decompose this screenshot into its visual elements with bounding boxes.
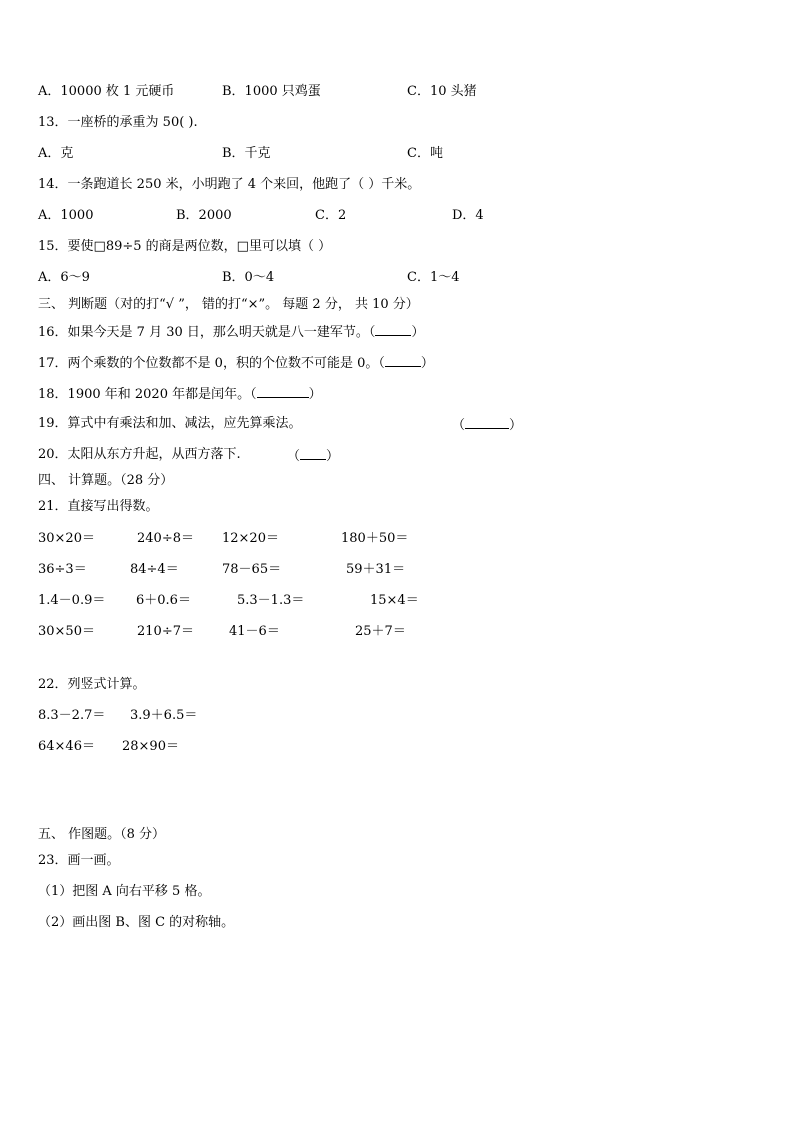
q19-text: 19．算式中有乘法和加、减法，应先算乘法。 [38,416,302,431]
q14-option-a: A．1000 [38,208,94,223]
calc-item: 25＋7＝ [355,624,406,639]
calc-item: 15×4＝ [370,593,419,608]
calc-item: 5.3－1.3＝ [237,593,305,608]
calc-item: 1.4－0.9＝ [38,593,106,608]
calc-item: 30×20＝ [38,531,95,546]
q15-stem: 15．要使□89÷5 的商是两位数，□里可以填（ ） [38,239,332,254]
q18-text: 18．1900 年和 2020 年都是闰年。 [38,387,251,402]
q16-text: 16．如果今天是 7 月 30 日，那么明天就是八一建军节。 [38,325,369,340]
q12-option-c: C．10 头猪 [407,84,477,99]
q20-answer-paren: （ ） [287,449,340,464]
q13-option-a: A．克 [38,146,74,161]
calc-item: 180＋50＝ [341,531,409,546]
q15-option-a: A．6～9 [38,270,90,285]
q18-answer-paren: （ ） [250,387,322,402]
q14-option-c: C．2 [315,208,347,223]
section3-heading: 三、 判断题（对的打“√ ”， 错的打“×”。 每题 2 分， 共 10 分） [38,297,419,312]
q23-stem: 23．画一画。 [38,853,120,868]
vertical-calc-item: 28×90＝ [122,739,179,754]
q16-answer-blank[interactable] [375,323,411,336]
vertical-calc-item: 64×46＝ [38,739,95,754]
calc-item: 12×20＝ [222,531,279,546]
calc-item: 84÷4＝ [130,562,179,577]
vertical-calc-item: 8.3－2.7＝ [38,708,106,723]
calc-item: 210÷7＝ [137,624,194,639]
q22-stem: 22．列竖式计算。 [38,677,146,692]
calc-item: 59＋31＝ [346,562,406,577]
q15-option-b: B．0～4 [222,270,275,285]
q13-option-b: B．千克 [222,146,271,161]
q23-part-2: （2）画出图 B、图 C 的对称轴。 [38,915,235,930]
q12-option-b: B．1000 只鸡蛋 [222,84,321,99]
q20-text: 20．太阳从东方升起，从西方落下. [38,447,241,462]
calc-item: 240÷8＝ [137,531,194,546]
q16-row [38,323,424,341]
q18-answer-blank[interactable] [257,385,309,398]
q14-option-b: B．2000 [176,208,232,223]
q20-answer-blank[interactable] [300,447,326,460]
q17-row [38,354,434,372]
q17-answer-blank[interactable] [385,354,421,367]
section4-heading: 四、 计算题。（28 分） [38,473,174,488]
q14-stem: 14．一条跑道长 250 米，小明跑了 4 个来回，他跑了（ ）千米。 [38,177,421,192]
q16-answer-paren: （ ） [368,325,425,340]
vertical-calc-item: 3.9＋6.5＝ [130,708,198,723]
section5-heading: 五、 作图题。（8 分） [38,827,166,842]
calc-item: 41－6＝ [229,624,280,639]
q12-option-a: A．10000 枚 1 元硬币 [38,84,175,99]
q14-option-d: D．4 [452,208,484,223]
calc-item: 6＋0.6＝ [136,593,191,608]
q13-stem: 13．一座桥的承重为 50( ). [38,115,198,130]
q17-answer-paren: （ ） [378,356,434,371]
q17-text: 17．两个乘数的个位数都不是 0，积的个位数不可能是 0。 [38,356,379,371]
calc-item: 30×50＝ [38,624,95,639]
q13-option-c: C．吨 [407,146,443,161]
q21-stem: 21．直接写出得数。 [38,499,159,514]
q19-answer-blank[interactable] [465,416,509,429]
q18-row [38,385,322,403]
calc-item: 78－65＝ [222,562,282,577]
q23-part-1: （1）把图 A 向右平移 5 格。 [38,884,211,899]
q15-option-c: C．1～4 [407,270,460,285]
calc-item: 36÷3＝ [38,562,87,577]
q19-answer-paren: （ ） [452,418,523,433]
